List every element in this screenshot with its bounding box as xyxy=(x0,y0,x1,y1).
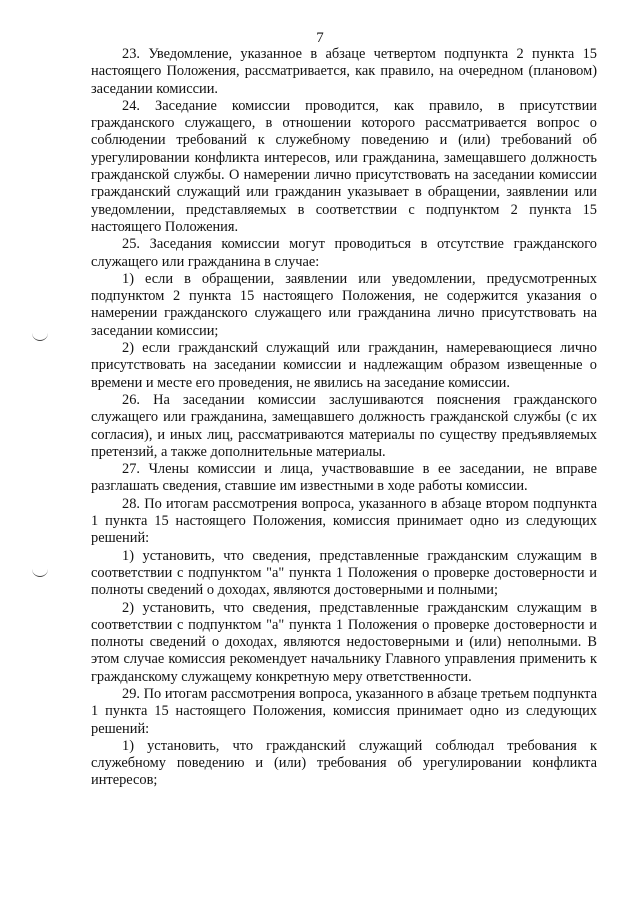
paragraph-27: 27. Члены комиссии и лица, участвовавшие в ее заседании, не вправе разглашать сведения, ставшие им известными в ходе работы комиссии. xyxy=(91,461,597,495)
paragraph-29-item-1: 1) установить, что гражданский служащий соблюдал требования к служебному поведению и (или) требования об урегулировании конфликта интересов; xyxy=(91,737,597,789)
paragraph-28-item-2: 2) установить, что сведения, представленные гражданским служащим в соответствии с подпунктом "а" пункта 1 Положения о проверке достоверности и полноты сведений о доходах, являются недостоверными и (или) неполными. В этом случае комиссия рекомендует начальнику Главного управления применить к гражданскому служащему конкретную меру ответственности. xyxy=(91,599,597,685)
page-number: 7 xyxy=(316,30,324,46)
paragraph-25-item-1: 1) если в обращении, заявлении или уведомлении, предусмотренных подпунктом 2 пункта 15 настоящего Положения, не содержится указания о намерении гражданского служащего или гражданина лично присутствовать на заседании комиссии; xyxy=(91,270,597,339)
paragraph-28: 28. По итогам рассмотрения вопроса, указанного в абзаце втором подпункта 1 пункта 15 настоящего Положения, комиссия принимает одно из следующих решений: xyxy=(91,495,597,547)
paragraph-25: 25. Заседания комиссии могут проводиться в отсутствие гражданского служащего или гражданина в случае: xyxy=(91,236,597,270)
binding-hole-mark xyxy=(32,330,48,341)
paragraph-23: 23. Уведомление, указанное в абзаце четвертом подпункта 2 пункта 15 настоящего Положения, рассматривается, как правило, на очередном (плановом) заседании комиссии. xyxy=(91,46,597,97)
document-body xyxy=(91,46,597,790)
paragraph-28-item-1: 1) установить, что сведения, представленные гражданским служащим в соответствии с подпунктом "а" пункта 1 Положения о проверке достоверности и полноты сведений о доходах, являются достоверными и полными; xyxy=(91,547,597,599)
paragraph-24: 24. Заседание комиссии проводится, как правило, в присутствии гражданского служащего, в отношении которого рассматривается вопрос о соблюдении требований к служебному поведению и (или) требований об урегулировании конфликта интересов, или гражданина, замещавшего должность гражданской службы. О намерении лично присутствовать на заседании комиссии гражданский служащий или гражданин указывает в обращении, заявлении или уведомлении, представляемых в соответствии с подпунктом 2 пункта 15 настоящего Положения. xyxy=(91,97,597,235)
paragraph-29: 29. По итогам рассмотрения вопроса, указанного в абзаце третьем подпункта 1 пункта 15 настоящего Положения, комиссия принимает одно из следующих решений: xyxy=(91,685,597,737)
paragraph-26: 26. На заседании комиссии заслушиваются пояснения гражданского служащего или гражданина, замещавшего должность гражданской службы (с их согласия), и иных лиц, рассматриваются материалы по существу предъявляемых претензий, а также дополнительные материалы. xyxy=(91,391,597,460)
paragraph-25-item-2: 2) если гражданский служащий или гражданин, намеревающиеся лично присутствовать на заседании комиссии и надлежащим образом извещенные о времени и месте его проведения, не явились на заседание комиссии. xyxy=(91,340,597,391)
binding-hole-mark xyxy=(32,566,48,577)
